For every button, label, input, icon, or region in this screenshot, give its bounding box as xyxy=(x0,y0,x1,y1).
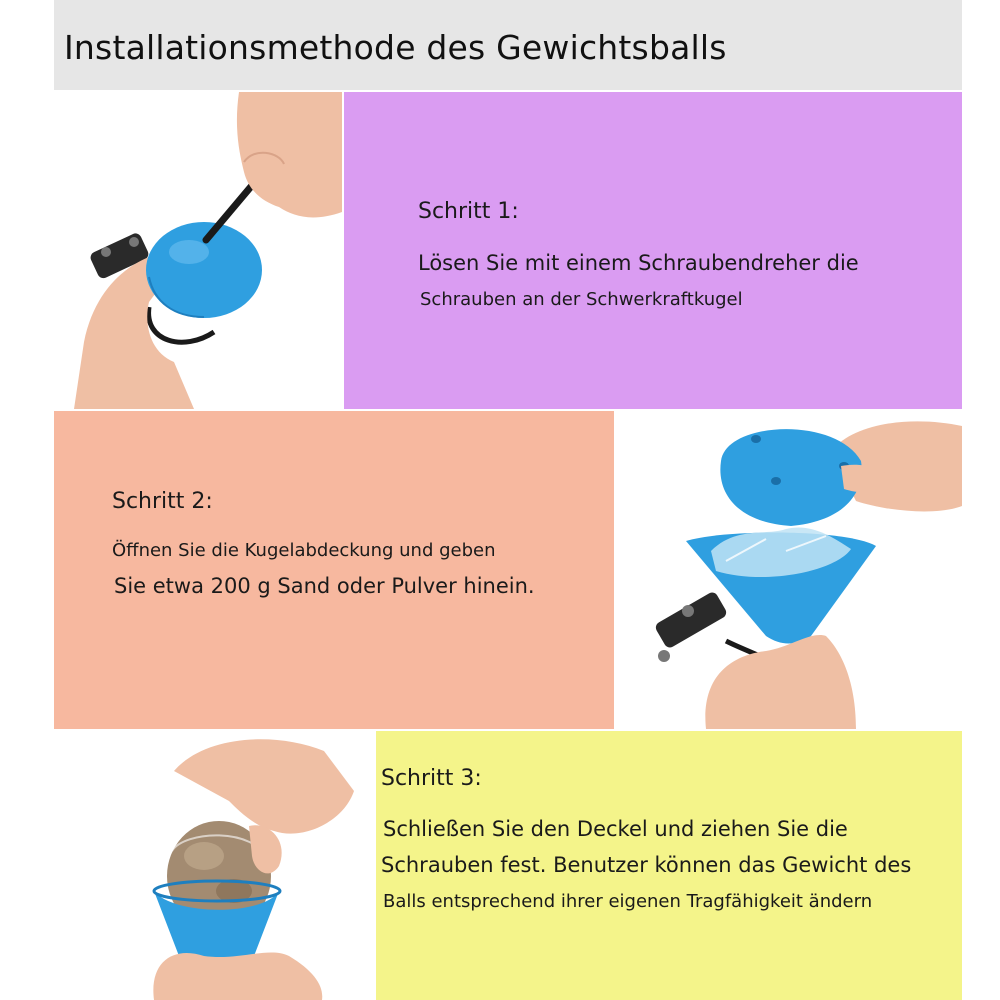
title-bar xyxy=(54,0,962,90)
step-3-heading: Schritt 3: xyxy=(381,766,482,791)
step-2-panel xyxy=(54,411,614,729)
step-1-photo xyxy=(54,92,342,409)
step-3-photo xyxy=(54,731,374,1000)
step-3-line-3: Balls entsprechend ihrer eigenen Tragfähigkeit ändern xyxy=(383,891,873,912)
step-1-line-2: Schrauben an der Schwerkraftkugel xyxy=(420,289,743,310)
step-2-heading: Schritt 2: xyxy=(112,489,213,514)
step-3-line-2: Schrauben fest. Benutzer können das Gewicht des xyxy=(381,853,912,877)
step-3-panel xyxy=(376,731,962,1000)
step-2-photo xyxy=(616,411,962,729)
step-1-panel xyxy=(344,92,962,409)
step-1-line-1: Lösen Sie mit einem Schraubendreher die xyxy=(418,251,859,275)
step-1-heading: Schritt 1: xyxy=(418,199,519,224)
step-2-line-1: Öffnen Sie die Kugelabdeckung und geben xyxy=(112,540,496,561)
step-2-line-2: Sie etwa 200 g Sand oder Pulver hinein. xyxy=(114,574,535,598)
page-title: Installationsmethode des Gewichtsballs xyxy=(64,28,727,67)
step-3-line-1: Schließen Sie den Deckel und ziehen Sie die xyxy=(383,817,848,841)
